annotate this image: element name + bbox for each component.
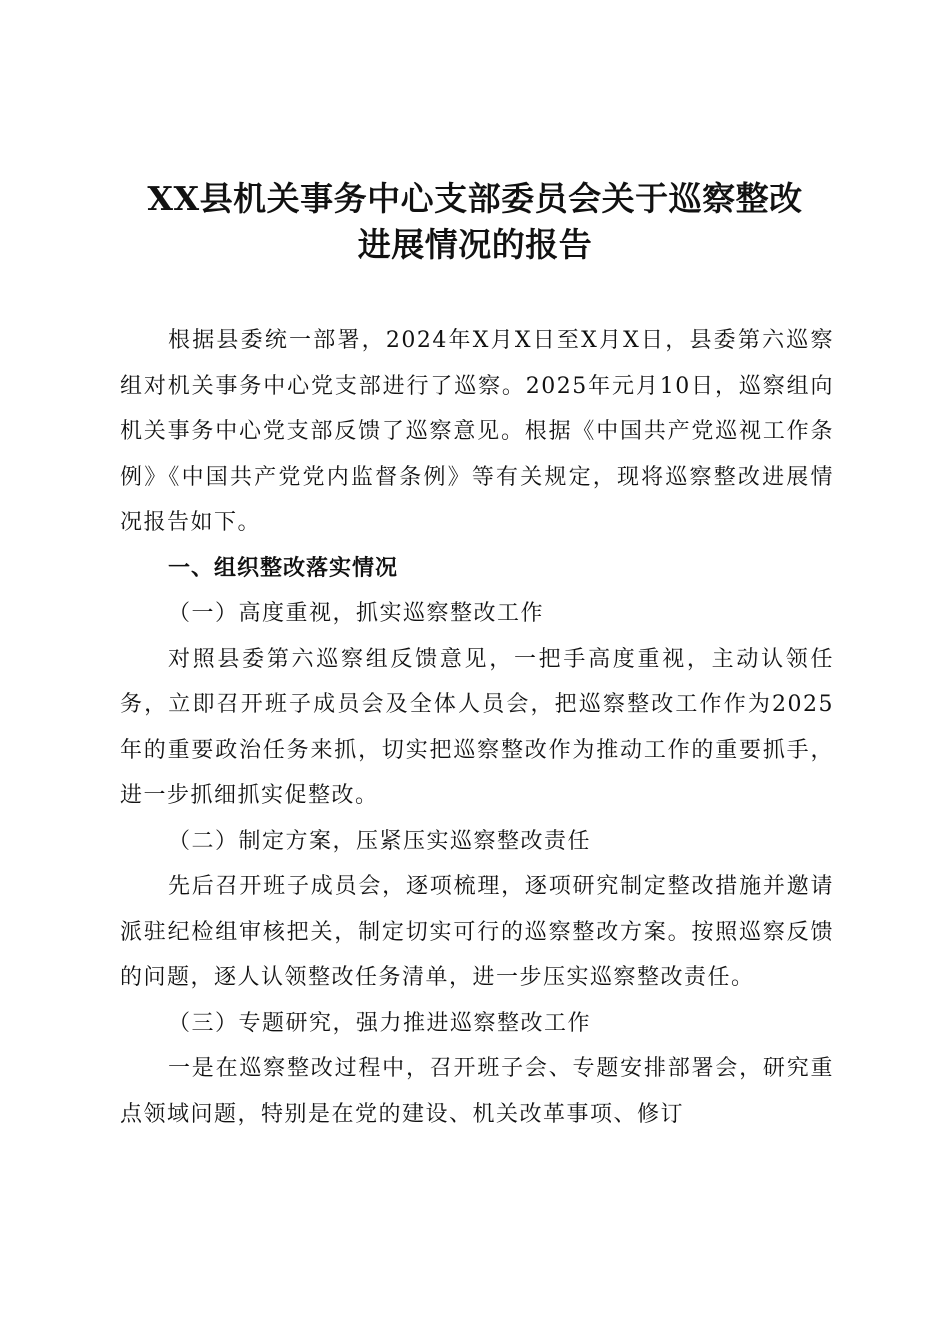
subsection-paragraph-2: 先后召开班子成员会，逐项梳理，逐项研究制定整改措施并邀请派驻纪检组审核把关，制定切实可行的巡察整改方案。按照巡察反馈的问题，逐人认领整改任务清单，进一步压实巡察整改责任。: [120, 874, 834, 990]
subsection-paragraph-1: 对照县委第六巡察组反馈意见，一把手高度重视，主动认领任务，立即召开班子成员会及全体人员会，把巡察整改工作作为2025年的重要政治任务来抓，切实把巡察整改作为推动工作的重要抓手，进一步抓细抓实促整改。: [120, 646, 834, 808]
document-body: [120, 318, 834, 1137]
subsection-heading-1: （一）高度重视，抓实巡察整改工作: [168, 601, 545, 626]
title-line-2: 进展情况的报告: [357, 225, 593, 264]
intro-paragraph: 根据县委统一部署，2024年X月X日至X月X日，县委第六巡察组对机关事务中心党支部进行了巡察。2025年元月10日，巡察组向机关事务中心党支部反馈了巡察意见。根据《中国共产党巡视工作条例》《中国共产党党内监督条例》等有关规定，现将巡察整改进展情况报告如下。: [120, 328, 835, 535]
subsection-heading-2: （二）制定方案，压紧压实巡察整改责任: [168, 828, 592, 854]
subsection-heading-3: （三）专题研究，强力推进巡察整改工作: [168, 1010, 592, 1036]
title-line-1: XX县机关事务中心支部委员会关于巡察整改: [147, 179, 803, 218]
document-title: [100, 176, 850, 268]
section-heading-1: 一、组织整改落实情况: [168, 555, 399, 581]
subsection-paragraph-3: 一是在巡察整改过程中，召开班子会、专题安排部署会，研究重点领域问题，特别是在党的建设、机关改革事项、修订: [120, 1056, 834, 1127]
